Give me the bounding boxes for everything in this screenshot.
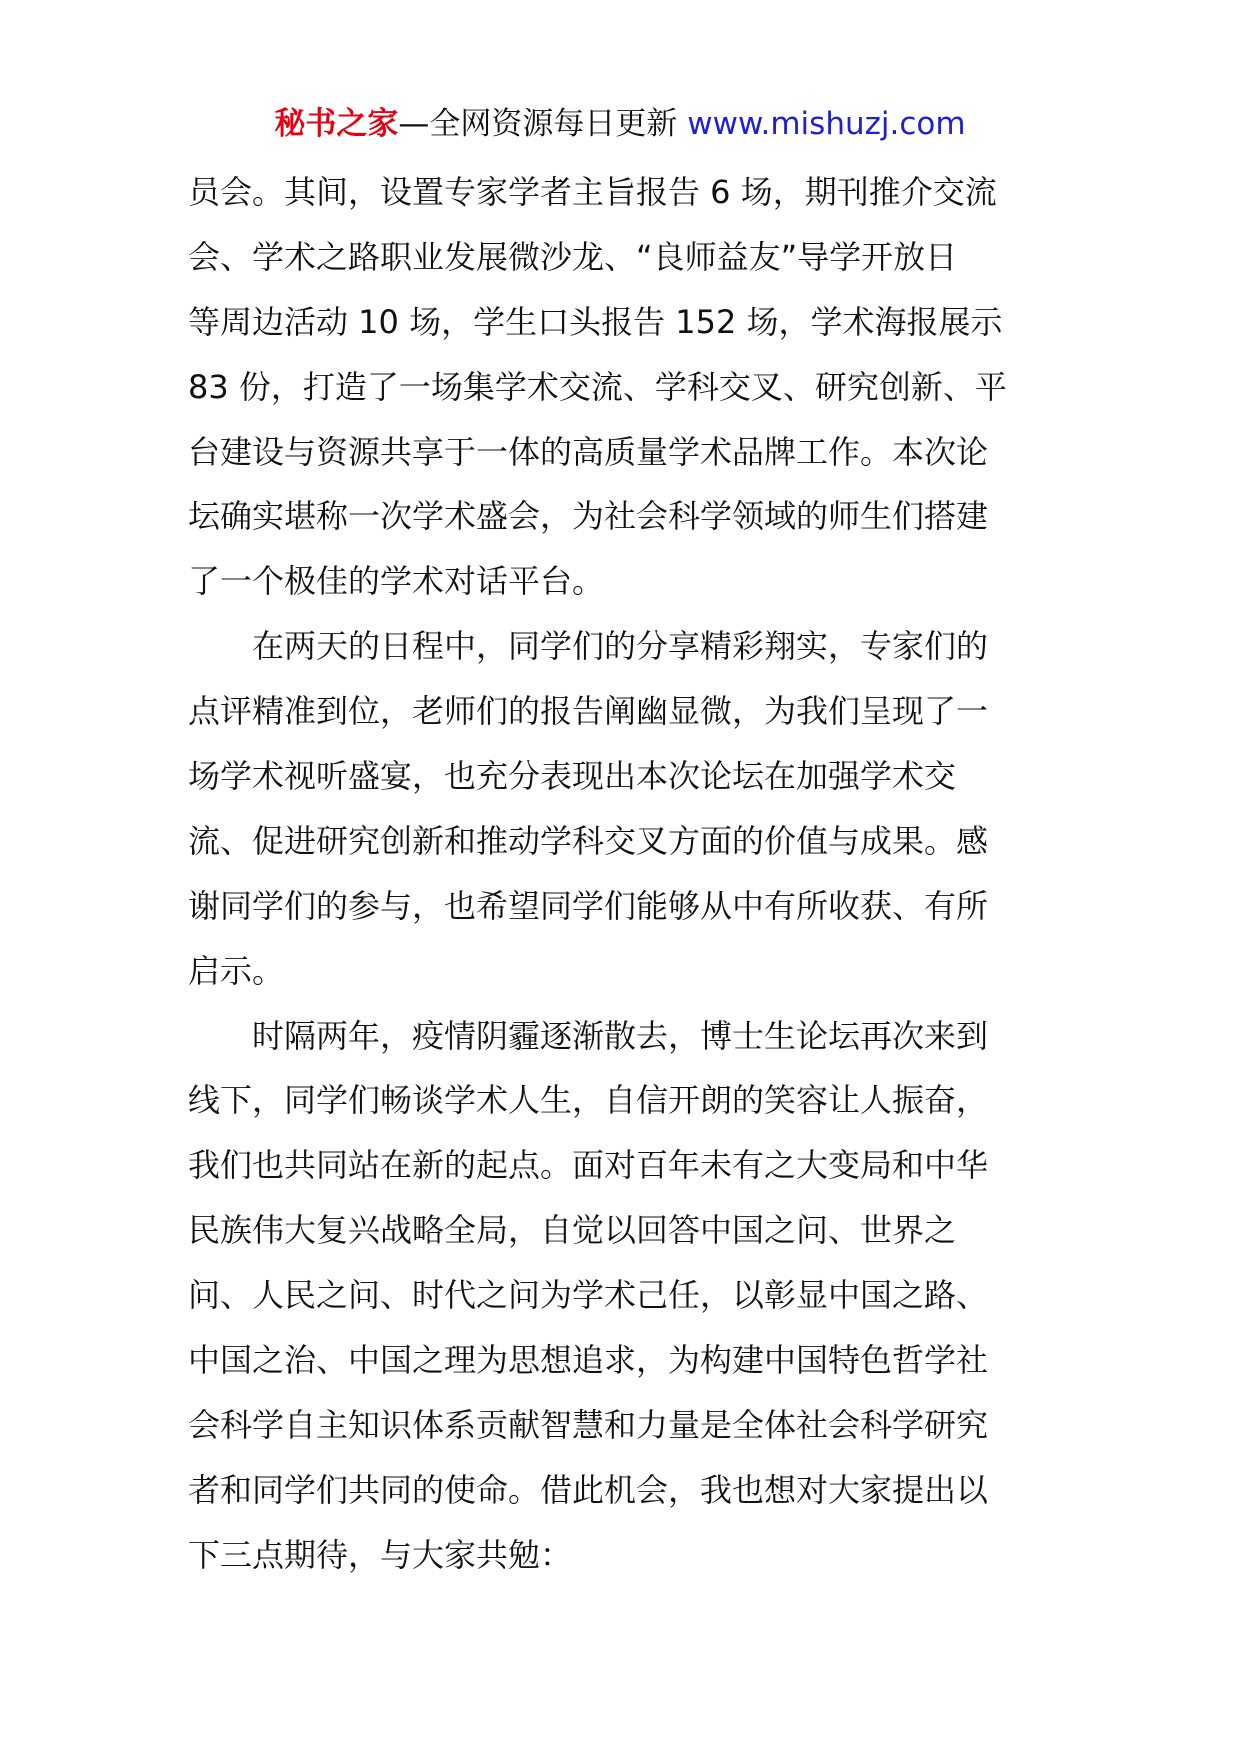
text-line: 民族伟大复兴战略全局，自觉以回答中国之问、世界之 (188, 1211, 957, 1250)
brand-name: 秘书之家 (274, 106, 399, 142)
text-line: 会、学术之路职业发展微沙龙、“良师益友”导学开放日 (188, 237, 958, 276)
text-line: 员会。其间，设置专家学者主旨报告 6 场，期刊推介交流 (188, 173, 997, 211)
site-url-link[interactable]: www.mishuzj.com (687, 106, 966, 142)
paragraph-start-line: 时隔两年，疫情阴霾逐渐散去，博士生论坛再次来到 (252, 1016, 989, 1055)
paragraph-start-line: 在两天的日程中，同学们的分享精彩翔实，专家们的 (252, 627, 989, 666)
text-line: 线下，同学们畅谈学术人生，自信开朗的笑容让人振奋， (188, 1081, 989, 1120)
text-line: 者和同学们共同的使命。借此机会，我也想对大家提出以 (188, 1470, 989, 1509)
text-line: 坛确实堪称一次学术盛会，为社会科学领域的师生们搭建 (188, 497, 989, 536)
text-line: 问、人民之问、时代之问为学术己任，以彰显中国之路、 (188, 1276, 989, 1315)
text-line: 83 份，打造了一场集学术交流、学科交叉、研究创新、平 (188, 367, 1007, 406)
text-line: 点评精准到位，老师们的报告阐幽显微，为我们呈现了一 (188, 692, 989, 731)
text-line: 流、促进研究创新和推动学科交叉方面的价值与成果。感 (188, 821, 989, 860)
text-line: 中国之治、中国之理为思想追求，为构建中国特色哲学社 (188, 1341, 989, 1380)
text-line: 台建设与资源共享于一体的高质量学术品牌工作。本次论 (188, 432, 989, 471)
document-body (188, 160, 1060, 1588)
text-line: 我们也共同站在新的起点。面对百年未有之大变局和中华 (188, 1146, 989, 1185)
text-line: 场学术视听盛宴，也充分表现出本次论坛在加强学术交 (188, 757, 957, 796)
header-slogan: —全网资源每日更新 (398, 106, 678, 142)
text-line: 启示。 (188, 951, 285, 990)
text-line: 会科学自主知识体系贡献智慧和力量是全体社会科学研究 (188, 1405, 989, 1444)
text-line: 谢同学们的参与，也希望同学们能够从中有所收获、有所 (188, 886, 989, 925)
page-header (0, 100, 1240, 148)
text-line: 了一个极佳的学术对话平台。 (188, 562, 605, 601)
text-line: 等周边活动 10 场，学生口头报告 152 场，学术海报展示 (188, 302, 1003, 341)
text-line: 下三点期待，与大家共勉： (188, 1535, 573, 1574)
